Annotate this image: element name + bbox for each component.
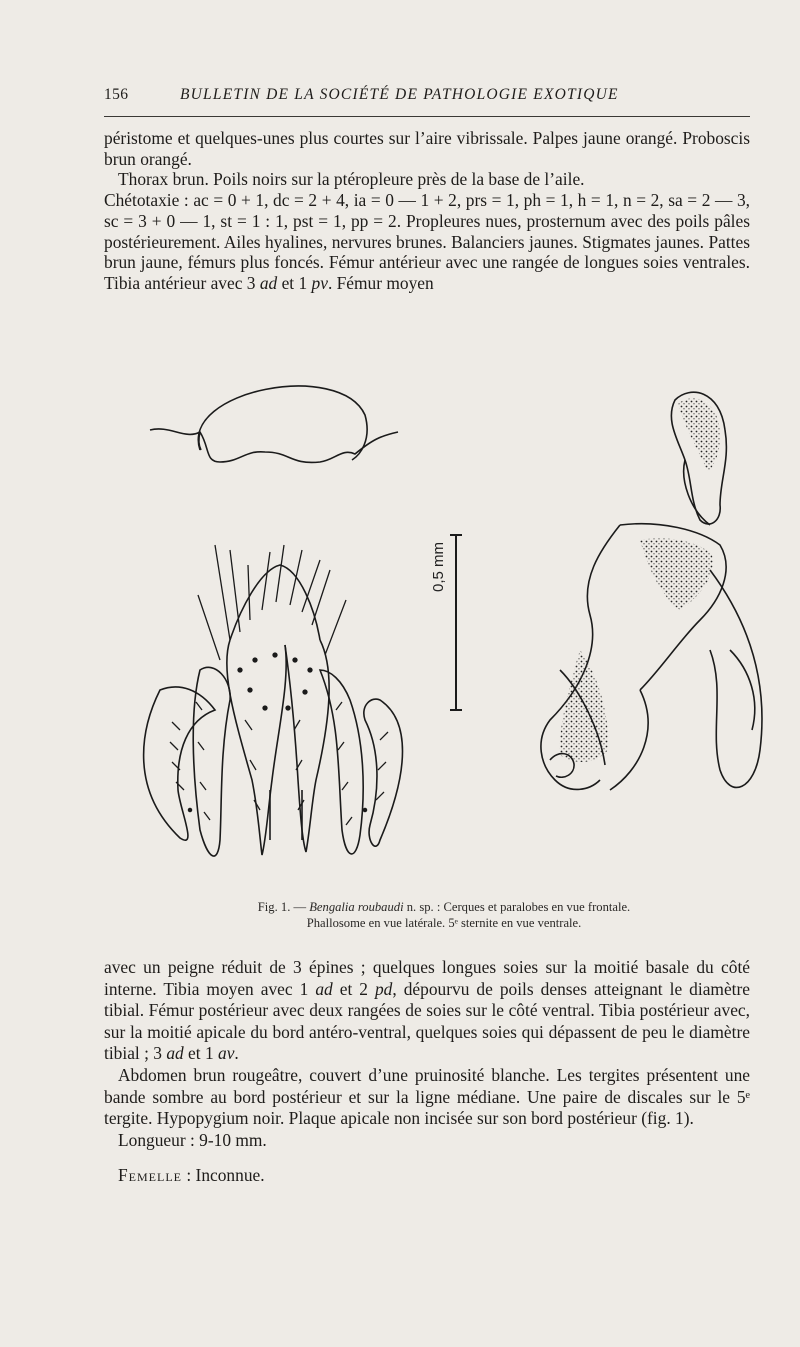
text-block-top (104, 128, 750, 294)
paragraph-tibia (104, 957, 750, 1065)
text-segment: . (234, 1043, 239, 1064)
figure-drawing (80, 370, 800, 900)
text-segment: et 2 (332, 978, 375, 999)
text-segment: et 1 (183, 1043, 218, 1064)
journal-title: BULLETIN DE LA SOCIÉTÉ DE PATHOLOGIE EXOTIQUE (180, 86, 619, 103)
text-segment: Propleures nues, prosternum avec des poils pâles postérieurement. Ailes hyalines, nervures brunes. Balanciers jaunes. Stigmates jaunes. Pattes brun jaune, fémurs plus foncés. Fémur antérieur avec une rangée de longues soies ventrales. Tibia antérieur avec 3 (104, 210, 750, 293)
caption-fig-label: Fig. 1. — (257, 900, 310, 914)
text-segment: . Fémur moyen (327, 272, 434, 293)
abbrev-ad: ad (259, 272, 278, 293)
cerci-paralobes-drawing (144, 565, 403, 856)
abbrev-pd: pd (374, 978, 393, 999)
text-block-bottom (104, 957, 750, 1187)
scale-bar-label: 0,5 mm (430, 541, 447, 592)
caption-text: n. sp. : Cerques et paralobes en vue frontale. (403, 900, 631, 914)
paragraph-femelle (104, 1165, 750, 1187)
caption-line-1 (104, 899, 784, 915)
text-segment: : Inconnue. (182, 1165, 265, 1186)
paragraph-peristome: péristome et quelques-unes plus courtes sur l’aire vibrissale. Palpes jaune orangé. Proboscis brun orangé. (104, 128, 750, 169)
paragraph-abdomen: Abdomen brun rougeâtre, couvert d’une pruinosité blanche. Les tergites présentent une bande sombre au bord postérieur et sur la ligne médiane. Une paire de discales sur le 5ᵉ tergite. Hypopygium noir. Plaque apicale non incisée sur son bord postérieur (fig. 1). (104, 1064, 750, 1129)
text-segment: et 1 (277, 272, 312, 293)
text-segment: avec un peigne réduit de 3 épines ; quelques longues soies sur la moitié basale du côté interne. Tibia moyen avec 1 (104, 957, 750, 999)
abbrev-ad: ad (166, 1043, 184, 1064)
abbrev-av: av (218, 1043, 235, 1064)
femelle-label: Femelle (118, 1165, 182, 1186)
figure-caption (104, 899, 784, 931)
abbrev-ad: ad (315, 978, 333, 999)
chetotaxie-formula: Chétotaxie : ac = 0 + 1, dc = 2 + 4, ia = 0 — 1 + 2, prs = 1, ph = 1, h = 1, n = 2, sa = 2 — 3, sc = 3 + 0 — 1, st = 1 : 1, pst = 1, pp = 2. (104, 190, 750, 231)
scale-bar (450, 535, 462, 710)
caption-species: Bengalia roubaudi (309, 900, 404, 914)
page-number: 156 (104, 86, 129, 103)
paragraph-chetotaxie (104, 190, 750, 294)
caption-line-2: Phallosome en vue latérale. 5ᵉ sternite en vue ventrale. (306, 916, 582, 930)
text-segment: , dépourvu de poils denses atteignant le diamètre tibial. Fémur postérieur avec deux rangées de soies sur le côté ventral. Tibia postérieur avec, sur la moitié apicale du bord antéro-ventral, quelques soies qui dépassent de peu le diamètre tibial ; 3 (104, 978, 750, 1064)
phallosome-stippling (560, 398, 721, 762)
setae (170, 545, 388, 825)
header-rule (104, 116, 750, 117)
sternite-drawing (150, 386, 398, 462)
abbrev-pv: pv (311, 272, 328, 293)
figure-1 (80, 370, 800, 900)
paragraph-thorax: Thorax brun. Poils noirs sur la ptéropleure près de la base de l’aile. (118, 169, 585, 190)
paragraph-longueur: Longueur : 9-10 mm. (118, 1129, 267, 1150)
